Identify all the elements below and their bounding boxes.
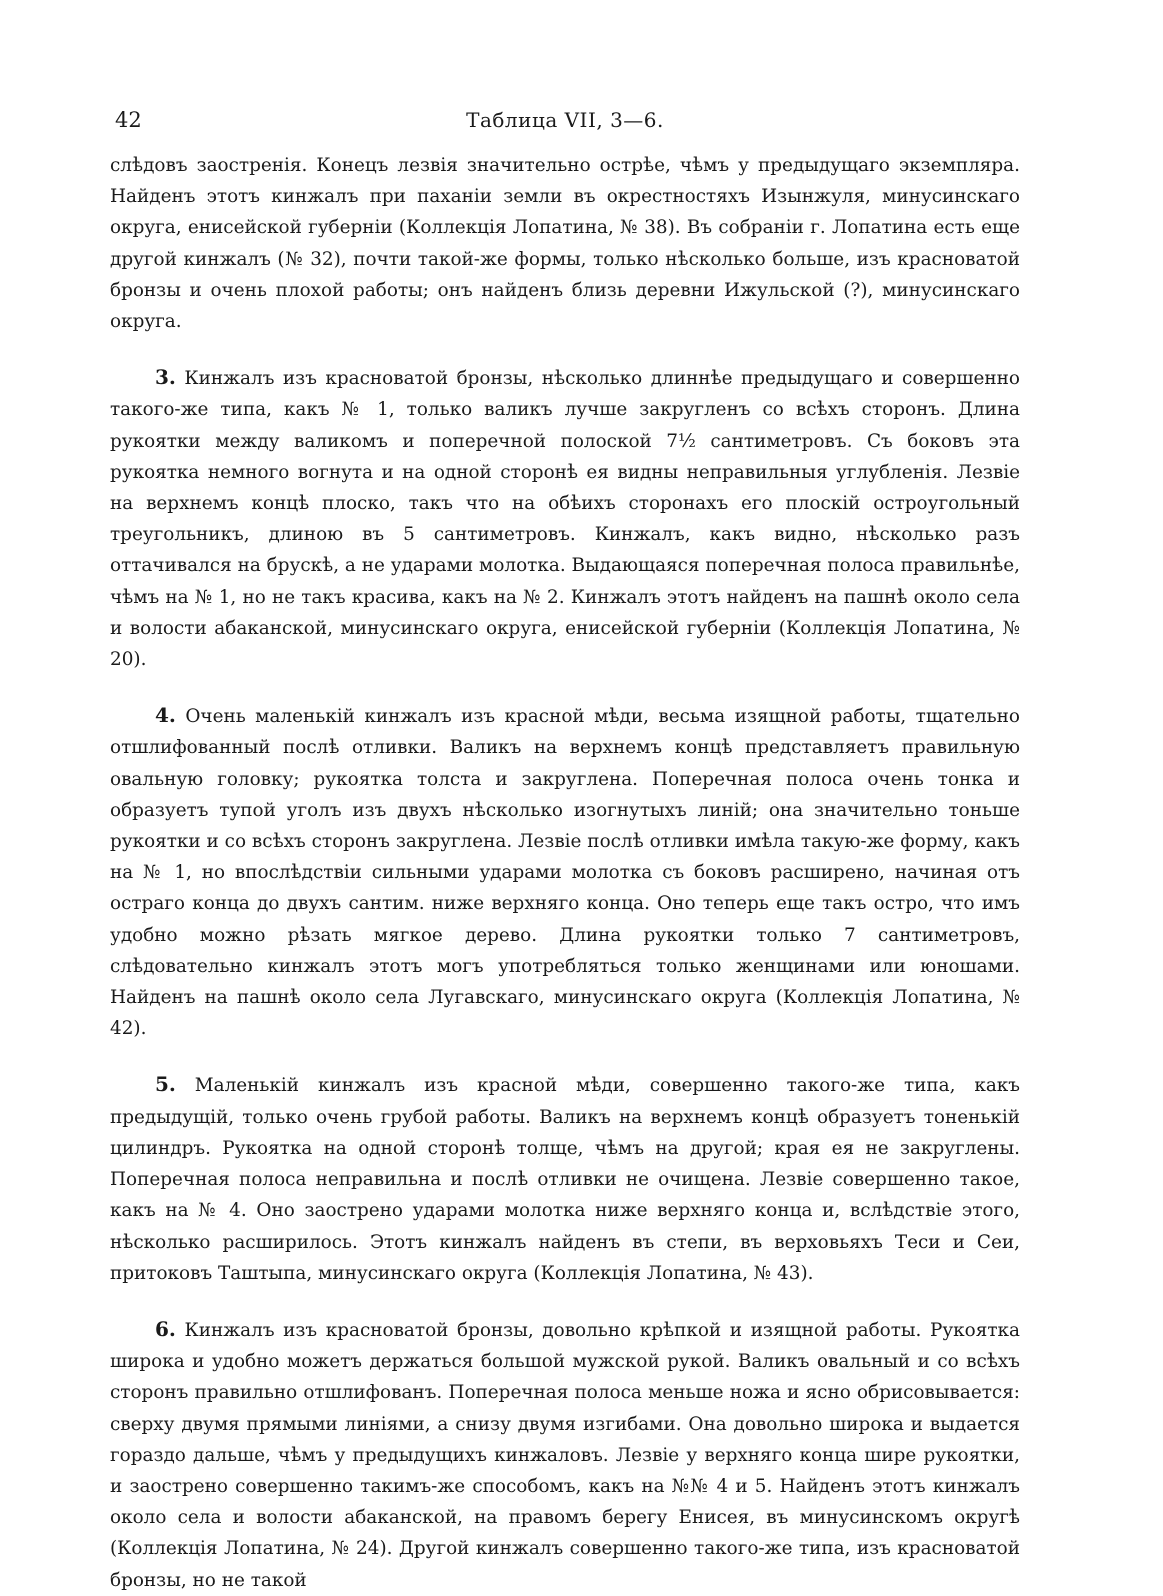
paragraph-continued [110, 150, 1020, 337]
item-number: 5. [155, 1072, 176, 1097]
item-number: 3. [155, 365, 176, 390]
paragraph-item-3 [110, 362, 1020, 675]
item-number: 4. [155, 703, 176, 728]
paragraph-item-4 [110, 700, 1020, 1044]
paragraph-item-5 [110, 1069, 1020, 1288]
running-title: Таблица VII, 3—6. [466, 108, 664, 132]
document-page [110, 98, 1020, 1596]
paragraph-text: Кинжалъ изъ красноватой бронзы, нѣсколько длиннѣе предыдущаго и совершенно такого-же типа, какъ № 1, только валикъ лучше закругленъ со всѣхъ сторонъ. Длина рукоятки между валикомъ и поперечной полоской 7½ сантиметровъ. Съ боковъ эта рукоятка немного вогнута и на одной сторонѣ ея видны неправильныя углубленія. Лезвіе на верхнемъ концѣ плоско, такъ что на обѣихъ сторонахъ его плоскій остроугольный треугольникъ, длиною въ 5 сантиметровъ. Кинжалъ, какъ видно, нѣсколько разъ оттачивался на брускѣ, а не ударами молотка. Выдающаяся поперечная полоса правильнѣе, чѣмъ на № 1, но не такъ красива, какъ на № 2. Кинжалъ этотъ найденъ на пашнѣ около села и волости абаканской, минусинскаго округа, енисейской губерніи (Коллекція Лопатина, № 20). [110, 368, 1020, 671]
item-number: 6. [155, 1316, 176, 1341]
page-number: 42 [115, 108, 142, 132]
paragraph-text: Кинжалъ изъ красноватой бронзы, довольно крѣпкой и изящной работы. Рукоятка широка и удобно можетъ держаться большой мужской рукой. Валикъ овальный и со всѣхъ сторонъ правильно отшлифованъ. Поперечная полоса меньше ножа и ясно обрисовывается: сверху двумя прямыми линіями, а снизу двумя изгибами. Она довольно широка и выдается гораздо дальше, чѣмъ у предыдущихъ кинжаловъ. Лезвіе у верхняго конца шире рукоятки, и заострено совершенно такимъ-же способомъ, какъ на №№ 4 и 5. Найденъ этотъ кинжалъ около села и волости абаканской, на правомъ берегу Енисея, въ минусинскомъ округѣ (Коллекція Лопатина, № 24). Другой кинжалъ совершенно такого-же типа, изъ красноватой бронзы, но не такой [110, 1319, 1020, 1591]
paragraph-item-6 [110, 1314, 1020, 1596]
paragraph-text: Маленькій кинжалъ изъ красной мѣди, совершенно такого-же типа, какъ предыдущій, только очень грубой работы. Валикъ на верхнемъ концѣ образуетъ тоненькій цилиндръ. Рукоятка на одной сторонѣ толще, чѣмъ на другой; края ея не закруглены. Поперечная полоса неправильна и послѣ отливки не очищена. Лезвіе совершенно такое, какъ на № 4. Оно заострено ударами молотка ниже верхняго конца и, вслѣдствіе этого, нѣсколько расширилось. Этотъ кинжалъ найденъ въ степи, въ верховьяхъ Теси и Сеи, притоковъ Таштыпа, минусинскаго округа (Коллекція Лопатина, № 43). [110, 1075, 1020, 1284]
paragraph-text: Очень маленькій кинжалъ изъ красной мѣди, весьма изящной работы, тщательно отшлифованный послѣ отливки. Валикъ на верхнемъ концѣ представляетъ правильную овальную головку; рукоятка толста и закруглена. Поперечная полоса очень тонка и образуетъ тупой уголъ изъ двухъ нѣсколько изогнутыхъ линій; она значительно тоньше рукоятки и со всѣхъ сторонъ закруглена. Лезвіе послѣ отливки имѣла такую-же форму, какъ на № 1, но впослѣдствіи сильными ударами молотка съ боковъ расширено, начиная отъ остраго конца до двухъ сантим. ниже верхняго конца. Оно теперь еще такъ остро, что имъ удобно можно рѣзать мягкое дерево. Длина рукоятки только 7 сантиметровъ, слѣдовательно кинжалъ этотъ могъ употребляться только женщинами или юношами. Найденъ на пашнѣ около села Лугавскаго, минусинскаго округа (Коллекція Лопатина, № 42). [110, 706, 1020, 1040]
page-header [110, 98, 1020, 138]
paragraph-text: слѣдовъ заостренія. Конецъ лезвія значительно острѣе, чѣмъ у предыдущаго экземпляра. Найденъ этотъ кинжалъ при паханіи земли въ окрестностяхъ Изынжуля, минусинскаго округа, енисейской губерніи (Коллекція Лопатина, № 38). Въ собраніи г. Лопатина есть еще другой кинжалъ (№ 32), почти такой-же формы, только нѣсколько больше, изъ красноватой бронзы и очень плохой работы; онъ найденъ близь деревни Ижульской (?), минусинскаго округа. [110, 155, 1020, 333]
